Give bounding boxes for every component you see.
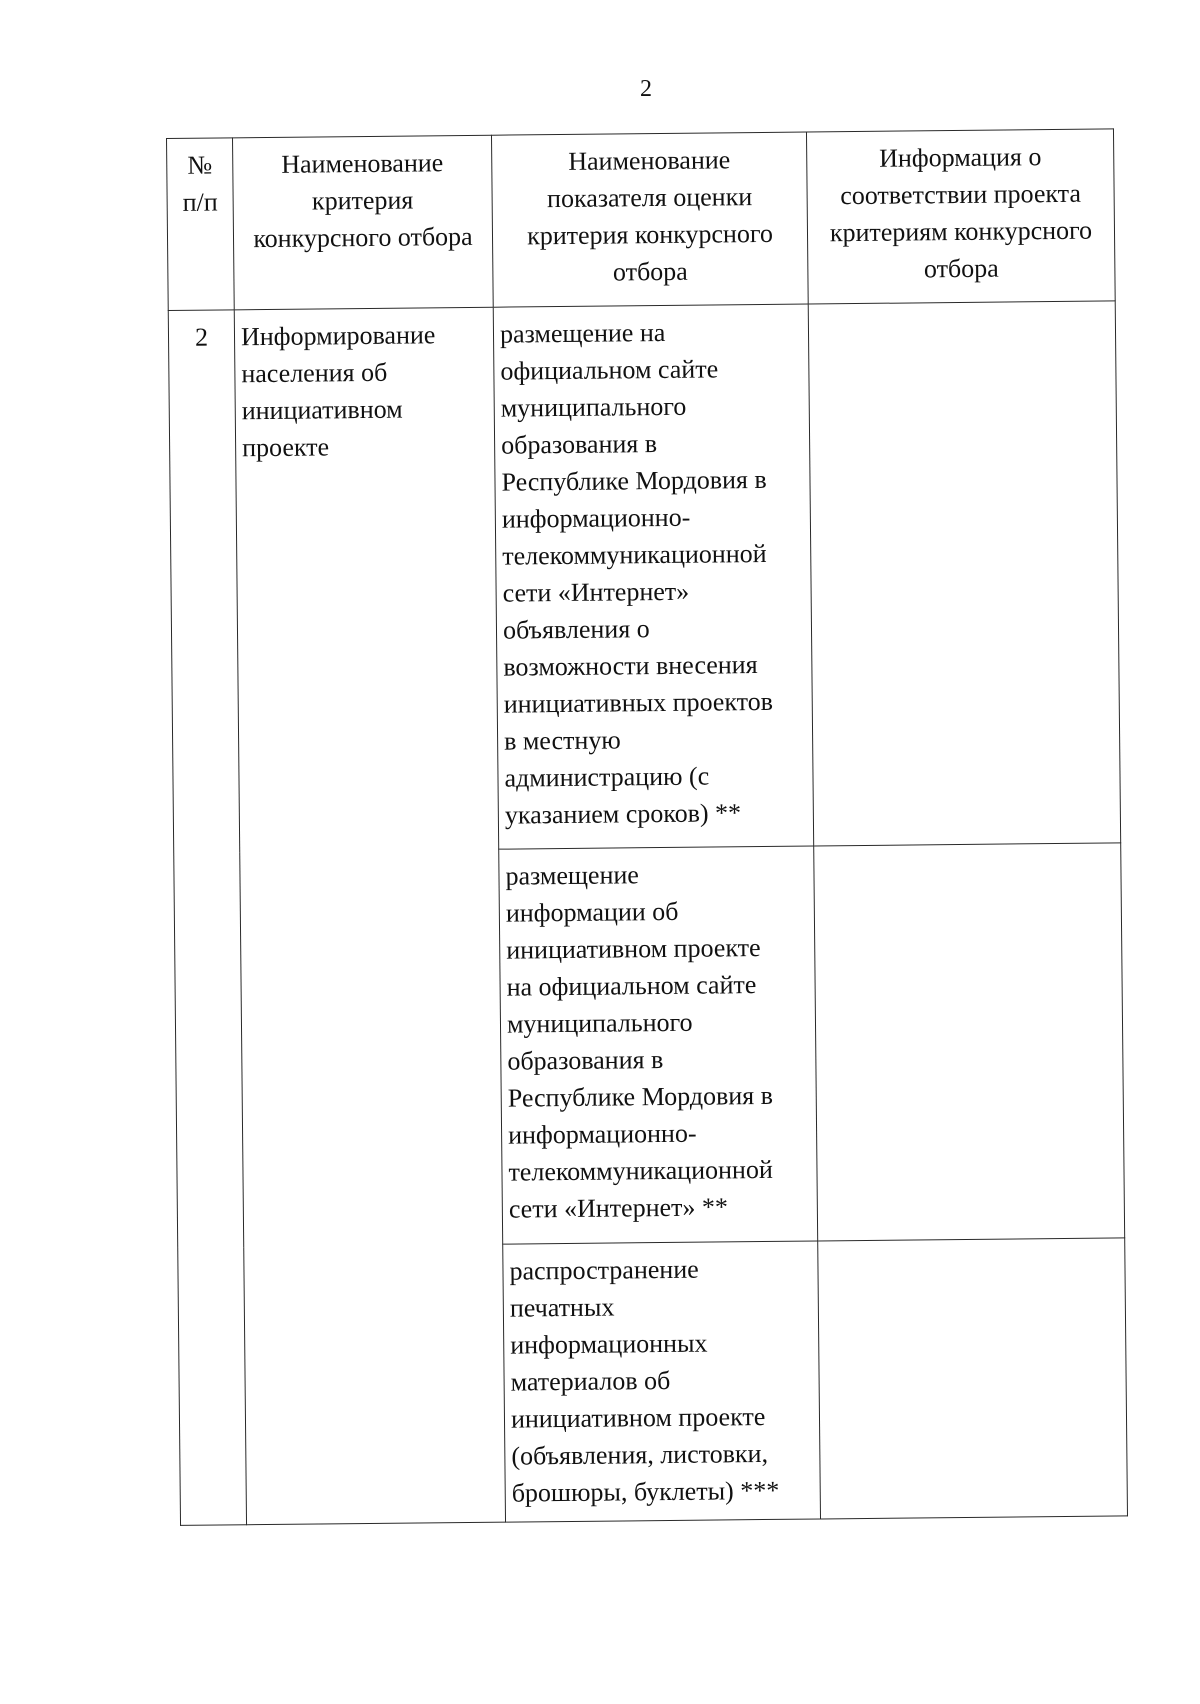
row-number-cell: 2 <box>168 310 246 1526</box>
compliance-info-cell <box>808 301 1120 846</box>
table-row <box>168 301 1120 853</box>
header-criterion-name: Наименование критерия конкурсного отбора <box>233 135 494 310</box>
table-header-row <box>167 129 1116 311</box>
scanned-page-content <box>166 128 1128 1526</box>
indicator-cell: размещение на официальном сайте муниципального образования в Республике Мордовия в информационно- телекоммуникационной сети «Интернет» объявления о возможности внесения инициативных проектов в местную администрацию (с указанием сроков) ** <box>493 304 813 849</box>
header-indicator-name: Наименование показателя оценки критерия конкурсного отбора <box>491 132 808 307</box>
page-number: 2 <box>640 76 652 102</box>
header-number: № п/п <box>167 138 235 311</box>
header-compliance-info: Информация о соответствии проекта критериям конкурсного отбора <box>806 129 1115 304</box>
criterion-cell: Информирование населения об инициативном проекте <box>234 307 505 1525</box>
indicator-cell: размещение информации об инициативном проекте на официальном сайте муниципального образования в Республике Мордовия в информационно- телекоммуникационной сети «Интернет» ** <box>499 846 818 1244</box>
indicator-cell: распространение печатных информационных материалов об инициативном проекте (объявления, листовки, брошюры, буклеты) *** <box>503 1241 821 1522</box>
compliance-info-cell <box>818 1238 1128 1519</box>
compliance-info-cell <box>814 843 1125 1241</box>
criteria-table <box>166 128 1128 1526</box>
